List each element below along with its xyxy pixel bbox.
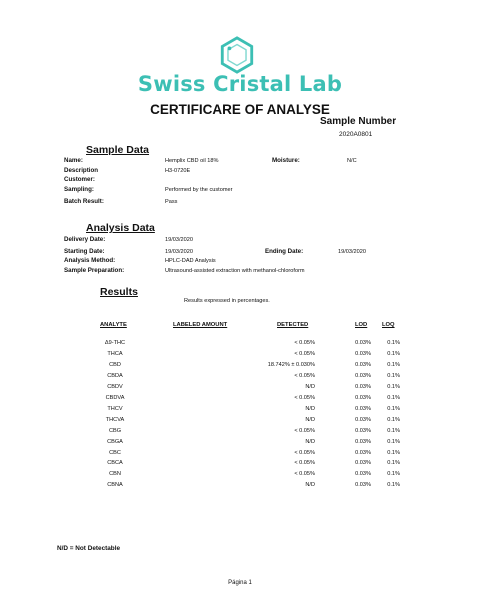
lod-cell: 0.03% bbox=[355, 372, 371, 379]
ending-date-value: 19/03/2020 bbox=[338, 249, 366, 255]
loq-cell: 0.1% bbox=[387, 482, 400, 489]
detected-cell: < 0.05% bbox=[294, 427, 315, 434]
analyte-cell: CBD bbox=[109, 361, 121, 368]
detected-cell: N/D bbox=[305, 438, 315, 445]
lod-cell: 0.03% bbox=[355, 383, 371, 390]
analyte-cell: Δ9-THC bbox=[104, 340, 126, 346]
sample-number-value: 2020A0801 bbox=[339, 131, 373, 138]
analyte-cell: CBG bbox=[108, 427, 122, 434]
description-label: Description bbox=[64, 167, 99, 174]
loq-cell: 0.1% bbox=[387, 340, 400, 346]
lod-cell: 0.03% bbox=[355, 416, 371, 423]
analysis-method-label: Analysis Method: bbox=[64, 257, 116, 264]
analyte-cell: CBDA bbox=[107, 372, 123, 379]
analysis-method-value: HPLC-DAD Analysis bbox=[165, 258, 216, 264]
column-loq: LOQ bbox=[382, 322, 395, 328]
loq-cell: 0.1% bbox=[387, 350, 400, 357]
detected-cell: < 0.05% bbox=[294, 471, 315, 478]
detected-cell: N/D bbox=[305, 405, 315, 412]
analyte-cell: CBNA bbox=[107, 482, 123, 489]
sample-preparation-label: Sample Preparation: bbox=[64, 267, 125, 274]
starting-date-value: 19/03/2020 bbox=[165, 249, 193, 255]
lod-cell: 0.03% bbox=[355, 471, 371, 478]
sample-data-heading: Sample Data bbox=[86, 144, 150, 156]
hexagon-logo-icon bbox=[218, 36, 256, 74]
nd-legend: N/D = Not Detectable bbox=[57, 545, 121, 552]
loq-cell: 0.1% bbox=[387, 427, 400, 434]
loq-cell: 0.1% bbox=[387, 383, 400, 390]
delivery-date-label: Delivery Date: bbox=[64, 236, 106, 243]
lod-cell: 0.03% bbox=[355, 350, 371, 357]
analyte-cell: CBDVA bbox=[105, 394, 125, 401]
column-labeled-amount: LABELED AMOUNT bbox=[173, 322, 228, 328]
lod-cell: 0.03% bbox=[355, 482, 371, 489]
analyte-cell: THCVA bbox=[105, 416, 125, 423]
loq-cell: 0.1% bbox=[387, 405, 400, 412]
batch-result-value: Pass bbox=[165, 199, 178, 205]
moisture-label: Moisture: bbox=[272, 157, 300, 164]
detected-cell: < 0.05% bbox=[294, 340, 315, 346]
lod-cell: 0.03% bbox=[355, 394, 371, 401]
detected-cell: N/D bbox=[305, 416, 315, 423]
analyte-cell: CBGA bbox=[107, 438, 123, 445]
analyte-cell: THCA bbox=[107, 350, 123, 357]
detected-cell: < 0.05% bbox=[294, 394, 315, 401]
name-label: Name: bbox=[64, 157, 83, 164]
lod-cell: 0.03% bbox=[355, 460, 371, 467]
document-title: CERTIFICARE OF ANALYSE bbox=[150, 102, 330, 117]
sampling-label: Sampling: bbox=[64, 186, 94, 193]
lod-cell: 0.03% bbox=[355, 449, 371, 456]
moisture-value: N/C bbox=[347, 158, 357, 164]
detected-cell: < 0.05% bbox=[294, 372, 315, 379]
detected-cell: < 0.05% bbox=[294, 449, 315, 456]
lod-cell: 0.03% bbox=[355, 438, 371, 445]
column-detected: DETECTED bbox=[277, 322, 309, 328]
loq-cell: 0.1% bbox=[387, 361, 400, 368]
detected-cell: N/D bbox=[305, 383, 315, 390]
lod-cell: 0.03% bbox=[355, 340, 371, 346]
page-number: Página 1 bbox=[228, 580, 252, 586]
loq-cell: 0.1% bbox=[387, 394, 400, 401]
analyte-cell: CBC bbox=[109, 449, 121, 456]
loq-cell: 0.1% bbox=[387, 438, 400, 445]
detected-cell: 18.742% ± 0.030% bbox=[267, 361, 315, 368]
lod-cell: 0.03% bbox=[355, 361, 371, 368]
loq-cell: 0.1% bbox=[387, 416, 400, 423]
loq-cell: 0.1% bbox=[387, 372, 400, 379]
delivery-date-value: 19/03/2020 bbox=[165, 237, 193, 243]
results-note: Results expressed in percentages. bbox=[184, 298, 270, 304]
loq-cell: 0.1% bbox=[387, 471, 400, 478]
ending-date-label: Ending Date: bbox=[265, 248, 304, 255]
batch-result-label: Batch Result: bbox=[64, 198, 104, 205]
analyte-cell: CBN bbox=[109, 471, 121, 478]
description-value: H3-0720E bbox=[165, 168, 191, 174]
loq-cell: 0.1% bbox=[387, 449, 400, 456]
detected-cell: < 0.05% bbox=[294, 460, 315, 467]
column-lod: LOD bbox=[355, 322, 368, 328]
sample-preparation-value: Ultrasound-assisted extraction with methanol-chloroform bbox=[165, 268, 305, 274]
analyte-cell: THCV bbox=[107, 405, 123, 412]
sampling-value: Performed by the customer bbox=[165, 187, 233, 193]
brand-name: Swiss Cristal Lab bbox=[137, 72, 343, 96]
analyte-cell: CBCA bbox=[107, 460, 123, 467]
analysis-data-heading: Analysis Data bbox=[86, 222, 155, 234]
detected-cell: < 0.05% bbox=[294, 350, 315, 357]
column-analyte: ANALYTE bbox=[100, 322, 127, 328]
loq-cell: 0.1% bbox=[387, 460, 400, 467]
analyte-cell: CBDV bbox=[107, 383, 123, 390]
detected-cell: N/D bbox=[305, 482, 315, 489]
lod-cell: 0.03% bbox=[355, 427, 371, 434]
name-value: Hemplix CBD oil 18% bbox=[165, 158, 219, 164]
starting-date-label: Starting Date: bbox=[64, 248, 105, 255]
lod-cell: 0.03% bbox=[355, 405, 371, 412]
results-heading: Results bbox=[100, 286, 138, 298]
customer-label: Customer: bbox=[64, 176, 95, 183]
sample-number-label: Sample Number bbox=[320, 116, 397, 127]
